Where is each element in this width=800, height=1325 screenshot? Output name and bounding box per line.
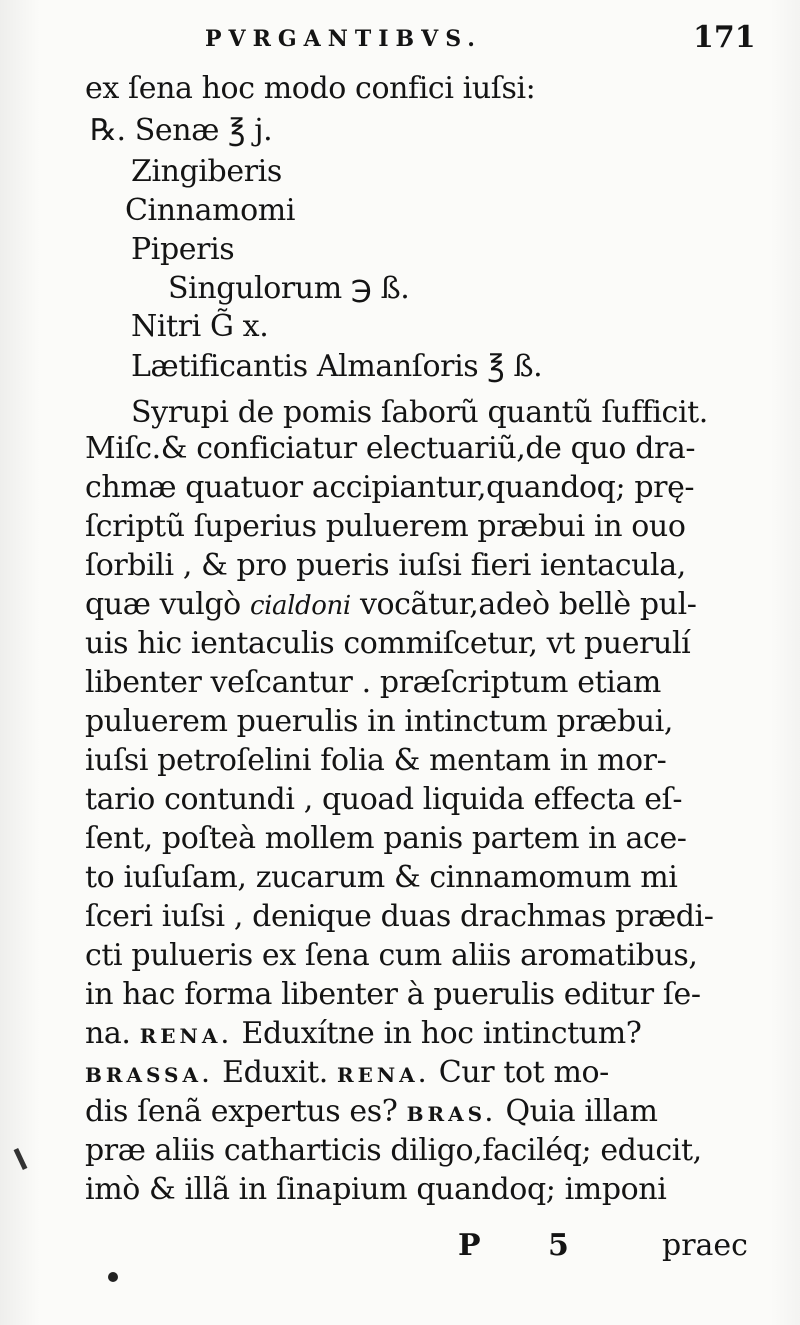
text-line: chmæ quatuor accipiantur,quandoq; prę- [85, 470, 695, 505]
signature-number: 5 [548, 1228, 569, 1263]
italic-word: cialdoni [249, 591, 351, 621]
recipe-line: Zingiberis [131, 154, 282, 189]
text-line [85, 586, 697, 625]
text-line: præ aliis catharticis diligo,faciléq; educit, [85, 1133, 702, 1168]
speaker-name: RENA. [337, 1063, 430, 1087]
text-line [85, 1093, 658, 1133]
text-line: in hac forma libenter à puerulis editur ſe- [85, 977, 701, 1012]
recipe-line: Syrupi de pomis ſaborũ quantũ ſufficit. [131, 395, 708, 430]
text-line: uis hic ientaculis commiſcetur, vt puerulí [85, 626, 691, 661]
text-line: ſorbili , & pro pueris iuſsi fieri ientacula, [85, 548, 686, 583]
text-line: ex ſena hoc modo confici iuſsi: [85, 71, 536, 106]
recipe-line: Piperis [131, 232, 235, 267]
speaker-name: BRASSA. [85, 1063, 213, 1087]
text-line: cti pulueris ex ſena cum aliis aromatibus, [85, 938, 698, 973]
text-segment: quæ vulgò [85, 587, 241, 622]
text-line: imò & illã in ſinapium quandoq; imponi [85, 1172, 667, 1207]
recipe-line: Lætificantis Almanſoris ℥ ß. [131, 349, 543, 384]
recipe-line: ℞. Senæ ℥ j. [90, 113, 273, 148]
text-line: libenter veſcantur . præſcriptum etiam [85, 665, 661, 700]
text-line [85, 1054, 609, 1094]
text-line: ſceri iuſsi , denique duas drachmas prædi- [85, 899, 714, 934]
recipe-line: Singulorum ℈ ß. [168, 271, 410, 306]
text-segment: Quia illam [505, 1094, 658, 1129]
text-segment: Eduxit. [222, 1055, 328, 1090]
text-segment: vocãtur,adeò bellè pul- [359, 587, 697, 622]
text-line: ſcriptũ ſuperius puluerem præbui in ouo [85, 509, 686, 544]
text-line: iuſsi petroſelini folia & mentam in mor- [85, 743, 667, 778]
text-line [85, 1015, 641, 1055]
page-number: 171 [693, 20, 756, 55]
ink-dot-mark [108, 1272, 118, 1282]
margin-stroke-mark [14, 1148, 28, 1170]
text-segment: na. [85, 1016, 131, 1051]
text-line: ſent, poſteà mollem panis partem in ace- [85, 821, 687, 856]
text-segment: Eduxítne in hoc intinctum? [241, 1016, 642, 1051]
text-segment: dis ſenã expertus es? [85, 1094, 398, 1129]
speaker-name: BRAS. [406, 1102, 497, 1126]
text-line: Miſc.& conficiatur electuariũ,de quo dra- [85, 431, 696, 466]
text-segment: Cur tot mo- [438, 1055, 609, 1090]
speaker-name: RENA. [139, 1024, 233, 1048]
running-title: PVRGANTIBVS. [205, 26, 482, 52]
text-line: puluerem puerulis in intinctum præbui, [85, 704, 674, 739]
catchword: praec [662, 1228, 748, 1263]
text-line: tario contundi , quoad liquida effecta eſ- [85, 782, 683, 817]
signature-mark: P [458, 1228, 481, 1263]
recipe-line: Nitri G̃ x. [131, 309, 269, 344]
text-line: to iuſuſam, zucarum & cinnamomum mi [85, 860, 678, 895]
recipe-line: Cinnamomi [125, 193, 296, 228]
